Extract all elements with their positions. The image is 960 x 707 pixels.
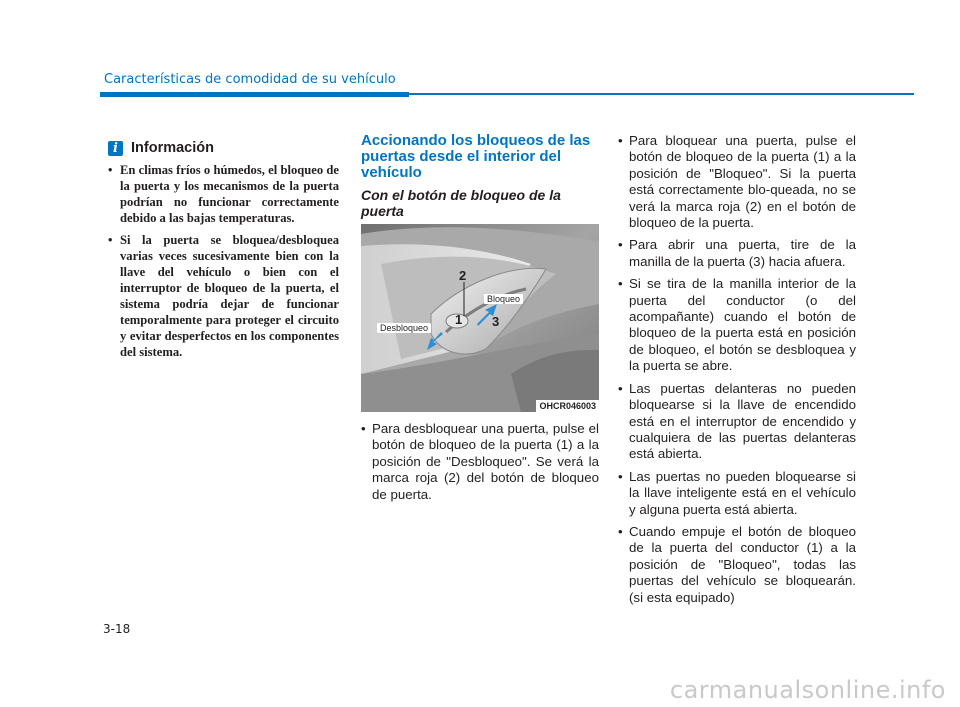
page-header-title: Características de comodidad de su vehículo bbox=[104, 72, 396, 87]
header-rule bbox=[409, 93, 914, 95]
section-subtitle: Con el botón de bloqueo de la puerta bbox=[361, 187, 561, 219]
info-heading bbox=[108, 140, 214, 156]
info-icon: i bbox=[108, 141, 123, 156]
door-lock-figure bbox=[361, 224, 599, 412]
info-list bbox=[108, 162, 339, 366]
door-handle-illustration bbox=[361, 224, 599, 412]
figure-number-3: 3 bbox=[492, 314, 500, 329]
list-item: • Para desbloquear una puerta, pulse el botón de bloqueo de la puerta (1) a la posición de "Desbloqueo". Se verá la marca roja (2) del botón de bloqueo de puerta. bbox=[361, 421, 599, 503]
figure-number-2: 2 bbox=[459, 268, 467, 283]
list-item: • Para bloquear una puerta, pulse el botón de bloqueo de la puerta (1) a la posición de "Bloqueo". Si la puerta está correctamente blo-queada, no se verá la marca roja (2) en el botón de bloqueo de la puerta. bbox=[618, 133, 856, 231]
figure-number-1: 1 bbox=[455, 312, 463, 327]
figure-label-lock: Bloqueo bbox=[484, 294, 523, 304]
middle-column-list bbox=[361, 421, 599, 509]
page-number: 3-18 bbox=[103, 622, 131, 636]
list-item: • Cuando empuje el botón de bloqueo de la puerta del conductor (1) a la posición de "Bloqueo", todas las puertas del vehículo se bloquearán. (si esta equipado) bbox=[618, 524, 856, 606]
list-item: • Para abrir una puerta, tire de la manilla de la puerta (3) hacia afuera. bbox=[618, 237, 856, 270]
info-item: • Si la puerta se bloquea/desbloquea varias veces sucesivamente bien con la llave del vehículo o bien con el interruptor de bloqueo de la puerta, el sistema podría dejar de funcionar temporalmente para proteger el circuito y evitar desperfectos en los componentes del sistema. bbox=[108, 232, 339, 360]
section-title: Accionando los bloqueos de las puertas desde el interior del vehículo bbox=[361, 132, 591, 181]
list-item: • Si se tira de la manilla interior de la puerta del conductor (o del acompañante) cuando el botón de bloqueo de la puerta está en posición de bloqueo, el botón se desbloquea y la puerta se abre. bbox=[618, 276, 856, 374]
list-item: • Las puertas no pueden bloquearse si la llave inteligente está en el vehículo y alguna puerta está abierta. bbox=[618, 469, 856, 518]
figure-label-unlock: Desbloqueo bbox=[377, 323, 431, 333]
header-accent-bar bbox=[100, 92, 409, 97]
list-item: • Las puertas delanteras no pueden bloquearse si la llave de encendido está en el interruptor de encendido y cualquiera de las puertas delanteras está abierta. bbox=[618, 381, 856, 463]
right-column-list bbox=[618, 133, 856, 612]
watermark: carmanualsonline.info bbox=[669, 676, 946, 704]
info-item: • En climas fríos o húmedos, el bloqueo de la puerta y los mecanismos de la puerta podrían no funcionar correctamente debido a las bajas temperaturas. bbox=[108, 162, 339, 226]
figure-code: OHCR046003 bbox=[536, 400, 599, 412]
info-title: Información bbox=[131, 140, 214, 156]
